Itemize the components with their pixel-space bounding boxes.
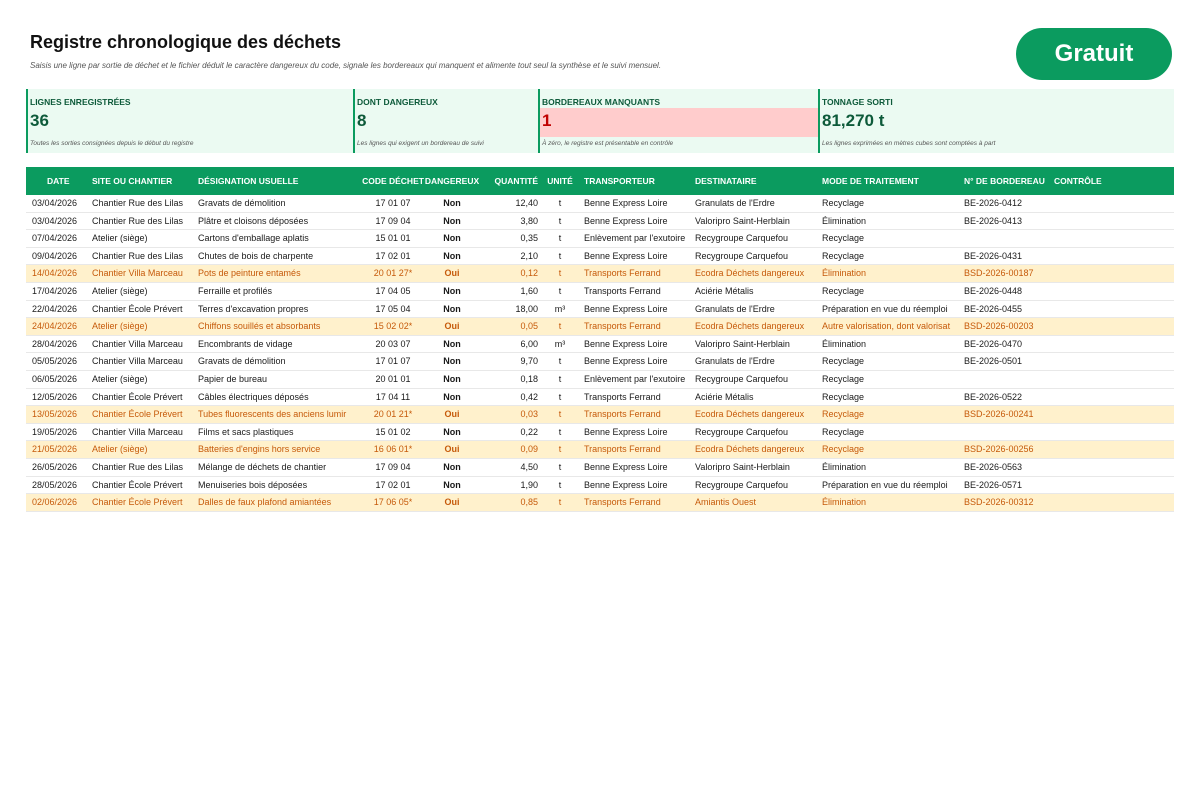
table-row[interactable]: [26, 494, 1174, 512]
cell-unit[interactable]: m³: [554, 338, 566, 349]
column-header-treatment-mode[interactable]: MODE DE TRAITEMENT: [822, 176, 919, 186]
cell-recipient[interactable]: Ecodra Déchets dangereux: [695, 444, 805, 455]
cell-waste-code[interactable]: 15 01 01: [375, 233, 411, 244]
cell-designation[interactable]: Menuiseries bois déposées: [198, 479, 308, 490]
cell-site[interactable]: Chantier École Prévert: [92, 391, 183, 402]
table-row[interactable]: [26, 213, 1174, 231]
cell-site[interactable]: Atelier (siège): [92, 373, 148, 384]
cell-unit[interactable]: t: [558, 198, 562, 208]
cell-unit[interactable]: t: [558, 215, 562, 226]
cell-hazardous[interactable]: Non: [443, 391, 461, 402]
cell-quantity[interactable]: 3,80: [520, 215, 538, 226]
cell-hazardous[interactable]: Non: [443, 198, 461, 208]
cell-carrier[interactable]: Benne Express Loire: [584, 426, 668, 437]
cell-date[interactable]: 07/04/2026: [32, 233, 78, 244]
cell-slip-number[interactable]: BE-2026-0413: [964, 215, 1023, 226]
column-header-slip-number[interactable]: N° DE BORDEREAU: [964, 176, 1045, 186]
cell-date[interactable]: 17/04/2026: [32, 285, 78, 296]
cell-designation[interactable]: Mélange de déchets de chantier: [198, 461, 327, 472]
cell-designation[interactable]: Ferraille et profilés: [198, 285, 273, 296]
cell-treatment-mode[interactable]: Recyclage: [822, 285, 865, 296]
cell-slip-number[interactable]: BE-2026-0448: [964, 285, 1023, 296]
cell-unit[interactable]: t: [558, 250, 562, 261]
cell-unit[interactable]: t: [558, 391, 562, 402]
cell-slip-number[interactable]: BSD-2026-00241: [964, 409, 1034, 420]
cell-waste-code[interactable]: 17 06 05*: [373, 497, 413, 508]
cell-waste-code[interactable]: 17 01 07: [375, 356, 411, 367]
table-row[interactable]: [26, 283, 1174, 301]
cell-treatment-mode[interactable]: Recyclage: [822, 233, 865, 244]
kpi-lines: [26, 89, 194, 153]
cell-site[interactable]: Chantier École Prévert: [92, 303, 183, 314]
cell-treatment-mode[interactable]: Recyclage: [822, 356, 865, 367]
cell-hazardous[interactable]: Non: [443, 215, 461, 226]
cell-unit[interactable]: t: [558, 373, 562, 384]
cell-hazardous[interactable]: Non: [443, 356, 461, 367]
cell-treatment-mode[interactable]: Préparation en vue du réemploi: [822, 303, 948, 314]
cell-designation[interactable]: Dalles de faux plafond amiantées: [198, 497, 332, 508]
cell-designation[interactable]: Pots de peinture entamés: [198, 268, 301, 279]
cell-waste-code[interactable]: 17 04 05: [375, 285, 411, 296]
cell-site[interactable]: Chantier Villa Marceau: [92, 356, 183, 367]
cell-date[interactable]: 12/05/2026: [32, 391, 78, 402]
cell-carrier[interactable]: Transports Ferrand: [584, 409, 661, 420]
cell-slip-number[interactable]: BE-2026-0501: [964, 356, 1023, 367]
cell-slip-number[interactable]: BE-2026-0470: [964, 338, 1023, 349]
table-row[interactable]: [26, 371, 1174, 389]
cell-quantity[interactable]: 0,42: [520, 391, 538, 402]
column-header-designation[interactable]: DÉSIGNATION USUELLE: [198, 176, 299, 186]
cell-recipient[interactable]: Recygroupe Carquefou: [695, 233, 789, 244]
cell-date[interactable]: 22/04/2026: [32, 303, 78, 314]
table-body: [26, 195, 1174, 512]
cell-treatment-mode[interactable]: Élimination: [822, 461, 867, 472]
cell-unit[interactable]: t: [558, 233, 562, 244]
cell-carrier[interactable]: Benne Express Loire: [584, 356, 668, 367]
cell-carrier[interactable]: Enlèvement par l'exutoire: [584, 373, 686, 384]
page-title: Registre chronologique des déchets: [30, 32, 342, 52]
cell-waste-code[interactable]: 16 06 01*: [373, 444, 413, 455]
kpi-note: Les lignes exprimées en mètres cubes sont comptées à part: [822, 140, 996, 147]
cell-waste-code[interactable]: 15 01 02: [375, 426, 411, 437]
cell-waste-code[interactable]: 17 04 11: [375, 391, 411, 402]
cell-site[interactable]: Atelier (siège): [92, 285, 148, 296]
cell-site[interactable]: Atelier (siège): [92, 233, 148, 244]
cell-unit[interactable]: t: [558, 409, 562, 420]
cell-recipient[interactable]: Valoripro Saint-Herblain: [695, 338, 790, 349]
cell-hazardous[interactable]: Non: [443, 479, 461, 490]
cell-slip-number[interactable]: BSD-2026-00203: [964, 321, 1034, 332]
kpi-value: 36: [30, 111, 49, 130]
cell-carrier[interactable]: Transports Ferrand: [584, 444, 661, 455]
cell-unit[interactable]: t: [558, 444, 562, 455]
cell-hazardous[interactable]: Non: [443, 250, 461, 261]
cell-hazardous[interactable]: Oui: [444, 268, 460, 279]
cell-treatment-mode[interactable]: Recyclage: [822, 409, 865, 420]
cell-date[interactable]: 03/04/2026: [32, 215, 78, 226]
cell-quantity[interactable]: 0,05: [520, 321, 538, 332]
cell-carrier[interactable]: Transports Ferrand: [584, 321, 661, 332]
cell-site[interactable]: Atelier (siège): [92, 444, 148, 455]
cell-site[interactable]: Chantier Rue des Lilas: [92, 461, 184, 472]
cell-treatment-mode[interactable]: Recyclage: [822, 373, 865, 384]
cell-slip-number[interactable]: BSD-2026-00187: [964, 268, 1034, 279]
cell-slip-number[interactable]: BE-2026-0455: [964, 303, 1023, 314]
cell-site[interactable]: Chantier École Prévert: [92, 479, 183, 490]
cell-quantity[interactable]: 0,09: [520, 444, 538, 455]
column-header-quantity[interactable]: QUANTITÉ: [494, 176, 538, 186]
kpi-value: 1: [542, 111, 552, 130]
cell-waste-code[interactable]: 17 09 04: [375, 215, 411, 226]
cell-site[interactable]: Chantier Rue des Lilas: [92, 198, 184, 208]
table-row[interactable]: [26, 353, 1174, 371]
kpi-tonnage: [818, 89, 996, 153]
cell-hazardous[interactable]: Oui: [444, 444, 460, 455]
cell-date[interactable]: 14/04/2026: [32, 268, 78, 279]
cell-treatment-mode[interactable]: Élimination: [822, 497, 867, 508]
cell-date[interactable]: 06/05/2026: [32, 373, 78, 384]
table-row[interactable]: [26, 459, 1174, 477]
cell-quantity[interactable]: 0,18: [520, 373, 538, 384]
cell-waste-code[interactable]: 17 05 04: [375, 303, 411, 314]
cell-slip-number[interactable]: BE-2026-0412: [964, 198, 1023, 208]
cell-recipient[interactable]: Amiantis Ouest: [695, 497, 757, 508]
column-header-date[interactable]: DATE: [47, 176, 70, 186]
cell-treatment-mode[interactable]: Élimination: [822, 268, 867, 279]
column-header-control[interactable]: CONTRÔLE: [1054, 176, 1102, 186]
cell-recipient[interactable]: Granulats de l'Erdre: [695, 198, 775, 208]
cell-quantity[interactable]: 9,70: [520, 356, 538, 367]
cell-slip-number[interactable]: BSD-2026-00312: [964, 497, 1034, 508]
cell-recipient[interactable]: Valoripro Saint-Herblain: [695, 461, 790, 472]
cell-recipient[interactable]: Recygroupe Carquefou: [695, 479, 789, 490]
column-header-carrier[interactable]: TRANSPORTEUR: [584, 176, 655, 186]
kpi-label: DONT DANGEREUX: [357, 97, 438, 107]
cell-recipient[interactable]: Valoripro Saint-Herblain: [695, 215, 790, 226]
cell-recipient[interactable]: Ecodra Déchets dangereux: [695, 268, 805, 279]
cell-designation[interactable]: Chutes de bois de charpente: [198, 250, 314, 261]
cell-designation[interactable]: Chiffons souillés et absorbants: [198, 321, 321, 332]
kpi-note: Toutes les sorties consignées depuis le début du registre: [30, 140, 194, 147]
cell-designation[interactable]: Gravats de démolition: [198, 198, 286, 208]
cell-quantity[interactable]: 6,00: [520, 338, 538, 349]
cell-quantity[interactable]: 1,60: [520, 285, 538, 296]
cell-date[interactable]: 02/06/2026: [32, 497, 78, 508]
cell-date[interactable]: 19/05/2026: [32, 426, 78, 437]
alert-highlight: [540, 108, 820, 137]
cell-site[interactable]: Chantier Rue des Lilas: [92, 250, 184, 261]
table-row[interactable]: [26, 424, 1174, 442]
cell-carrier[interactable]: Benne Express Loire: [584, 198, 668, 208]
cell-carrier[interactable]: Transports Ferrand: [584, 285, 661, 296]
table-header-row: [26, 167, 1174, 195]
cell-waste-code[interactable]: 20 01 01: [375, 373, 411, 384]
cell-unit[interactable]: t: [558, 479, 562, 490]
free-badge: Gratuit: [1016, 28, 1172, 80]
kpi-label: LIGNES ENREGISTRÉES: [30, 97, 131, 107]
cell-quantity[interactable]: 0,35: [520, 233, 538, 244]
kpi-missing-slips: [538, 89, 674, 153]
cell-hazardous[interactable]: Oui: [444, 321, 460, 332]
cell-date[interactable]: 26/05/2026: [32, 461, 78, 472]
cell-site[interactable]: Chantier École Prévert: [92, 409, 183, 420]
cell-treatment-mode[interactable]: Autre valorisation, dont valorisat: [822, 321, 951, 332]
cell-quantity[interactable]: 0,22: [520, 426, 538, 437]
kpi-note: Les lignes qui exigent un bordereau de suivi: [357, 140, 484, 147]
cell-waste-code[interactable]: 20 01 27*: [373, 268, 413, 279]
cell-slip-number[interactable]: BE-2026-0563: [964, 461, 1023, 472]
cell-carrier[interactable]: Transports Ferrand: [584, 391, 661, 402]
cell-site[interactable]: Atelier (siège): [92, 321, 148, 332]
kpi-value: 81,270 t: [822, 111, 885, 130]
cell-unit[interactable]: t: [558, 461, 562, 472]
cell-treatment-mode[interactable]: Recyclage: [822, 198, 865, 208]
cell-recipient[interactable]: Recygroupe Carquefou: [695, 250, 789, 261]
cell-carrier[interactable]: Benne Express Loire: [584, 303, 668, 314]
cell-hazardous[interactable]: Oui: [444, 497, 460, 508]
cell-date[interactable]: 13/05/2026: [32, 409, 78, 420]
table-row[interactable]: [26, 318, 1174, 336]
cell-date[interactable]: 03/04/2026: [32, 198, 78, 208]
cell-site[interactable]: Chantier Rue des Lilas: [92, 215, 184, 226]
table-row[interactable]: [26, 230, 1174, 248]
kpi-value: 8: [357, 111, 367, 130]
table-row[interactable]: [26, 195, 1174, 213]
table-row[interactable]: [26, 248, 1174, 266]
cell-hazardous[interactable]: Non: [443, 303, 461, 314]
kpi-label: TONNAGE SORTI: [822, 97, 893, 107]
cell-designation[interactable]: Terres d'excavation propres: [198, 303, 309, 314]
cell-quantity[interactable]: 1,90: [520, 479, 538, 490]
cell-waste-code[interactable]: 20 03 07: [375, 338, 411, 349]
cell-unit[interactable]: t: [558, 268, 562, 279]
cell-recipient[interactable]: Granulats de l'Erdre: [695, 303, 775, 314]
table-row[interactable]: [26, 265, 1174, 283]
cell-recipient[interactable]: Granulats de l'Erdre: [695, 356, 775, 367]
page-subtitle: Saisis une ligne par sortie de déchet et le fichier déduit le caractère dangereux du code, signale les bordereaux qui manquent et alimente tout seul la synthèse et le suivi mensuel.: [30, 61, 662, 70]
cell-hazardous[interactable]: Non: [443, 285, 461, 296]
cell-unit[interactable]: t: [558, 285, 562, 296]
cell-carrier[interactable]: Benne Express Loire: [584, 338, 668, 349]
cell-recipient[interactable]: Ecodra Déchets dangereux: [695, 409, 805, 420]
cell-treatment-mode[interactable]: Recyclage: [822, 391, 865, 402]
cell-site[interactable]: Chantier Villa Marceau: [92, 338, 183, 349]
cell-treatment-mode[interactable]: Recyclage: [822, 426, 865, 437]
cell-recipient[interactable]: Ecodra Déchets dangereux: [695, 321, 805, 332]
table-row[interactable]: [26, 336, 1174, 354]
cell-date[interactable]: 24/04/2026: [32, 321, 78, 332]
cell-unit[interactable]: t: [558, 497, 562, 508]
cell-slip-number[interactable]: BE-2026-0431: [964, 250, 1023, 261]
cell-treatment-mode[interactable]: Élimination: [822, 338, 867, 349]
cell-designation[interactable]: Papier de bureau: [198, 373, 268, 384]
cell-recipient[interactable]: Recygroupe Carquefou: [695, 373, 789, 384]
cell-date[interactable]: 28/05/2026: [32, 479, 78, 490]
cell-hazardous[interactable]: Non: [443, 338, 461, 349]
table-row[interactable]: [26, 389, 1174, 407]
cell-treatment-mode[interactable]: Recyclage: [822, 250, 865, 261]
cell-designation[interactable]: Encombrants de vidage: [198, 338, 293, 349]
cell-carrier[interactable]: Benne Express Loire: [584, 250, 668, 261]
kpi-note: À zéro, le registre est présentable en contrôle: [542, 140, 674, 147]
cell-quantity[interactable]: 0,85: [520, 497, 538, 508]
table-row[interactable]: [26, 477, 1174, 495]
cell-carrier[interactable]: Transports Ferrand: [584, 268, 661, 279]
cell-quantity[interactable]: 2,10: [520, 250, 538, 261]
cell-waste-code[interactable]: 17 09 04: [375, 461, 411, 472]
cell-recipient[interactable]: Aciérie Métalis: [695, 285, 754, 296]
waste-register-table: [26, 167, 1174, 512]
kpi-label: BORDEREAUX MANQUANTS: [542, 97, 661, 107]
cell-designation[interactable]: Batteries d'engins hors service: [198, 444, 321, 455]
cell-hazardous[interactable]: Non: [443, 426, 461, 437]
cell-slip-number[interactable]: BE-2026-0571: [964, 479, 1023, 490]
cell-date[interactable]: 21/05/2026: [32, 444, 78, 455]
cell-unit[interactable]: m³: [554, 303, 566, 314]
cell-date[interactable]: 05/05/2026: [32, 356, 78, 367]
column-header-hazardous[interactable]: DANGEREUX: [424, 176, 480, 186]
column-header-unit[interactable]: UNITÉ: [547, 176, 573, 186]
cell-waste-code[interactable]: 17 02 01: [375, 250, 411, 261]
kpi-hazardous: [353, 89, 484, 153]
cell-quantity[interactable]: 0,03: [520, 409, 538, 420]
cell-designation[interactable]: Tubes fluorescents des anciens lumir: [198, 409, 347, 420]
table-row[interactable]: [26, 406, 1174, 424]
cell-carrier[interactable]: Benne Express Loire: [584, 461, 668, 472]
cell-waste-code[interactable]: 17 02 01: [375, 479, 411, 490]
cell-unit[interactable]: t: [558, 426, 562, 437]
column-header-site[interactable]: SITE OU CHANTIER: [92, 176, 173, 186]
cell-unit[interactable]: t: [558, 321, 562, 332]
cell-site[interactable]: Chantier Villa Marceau: [92, 268, 183, 279]
cell-hazardous[interactable]: Non: [443, 233, 461, 244]
cell-designation[interactable]: Câbles électriques déposés: [198, 391, 309, 402]
column-header-waste-code[interactable]: CODE DÉCHET: [362, 176, 424, 186]
cell-carrier[interactable]: Benne Express Loire: [584, 479, 668, 490]
cell-recipient[interactable]: Recygroupe Carquefou: [695, 426, 789, 437]
cell-designation[interactable]: Plâtre et cloisons déposées: [198, 215, 309, 226]
kpi-band: [26, 89, 1174, 153]
cell-quantity[interactable]: 18,00: [515, 303, 538, 314]
cell-designation[interactable]: Gravats de démolition: [198, 356, 286, 367]
cell-site[interactable]: Chantier Villa Marceau: [92, 426, 183, 437]
cell-carrier[interactable]: Enlèvement par l'exutoire: [584, 233, 686, 244]
cell-carrier[interactable]: Transports Ferrand: [584, 497, 661, 508]
cell-waste-code[interactable]: 20 01 21*: [373, 409, 413, 420]
cell-quantity[interactable]: 4,50: [520, 461, 538, 472]
cell-recipient[interactable]: Aciérie Métalis: [695, 391, 754, 402]
cell-treatment-mode[interactable]: Recyclage: [822, 444, 865, 455]
cell-treatment-mode[interactable]: Élimination: [822, 215, 867, 226]
cell-slip-number[interactable]: BE-2026-0522: [964, 391, 1023, 402]
cell-hazardous[interactable]: Oui: [444, 409, 460, 420]
cell-quantity[interactable]: 0,12: [520, 268, 538, 279]
cell-designation[interactable]: Films et sacs plastiques: [198, 426, 294, 437]
table-row[interactable]: [26, 441, 1174, 459]
cell-hazardous[interactable]: Non: [443, 373, 461, 384]
column-header-recipient[interactable]: DESTINATAIRE: [695, 176, 757, 186]
cell-treatment-mode[interactable]: Préparation en vue du réemploi: [822, 479, 948, 490]
cell-waste-code[interactable]: 17 01 07: [375, 198, 411, 208]
cell-date[interactable]: 09/04/2026: [32, 250, 78, 261]
cell-site[interactable]: Chantier École Prévert: [92, 497, 183, 508]
cell-unit[interactable]: t: [558, 356, 562, 367]
table-row[interactable]: [26, 301, 1174, 319]
cell-waste-code[interactable]: 15 02 02*: [373, 321, 413, 332]
cell-slip-number[interactable]: BSD-2026-00256: [964, 444, 1034, 455]
cell-quantity[interactable]: 12,40: [515, 198, 538, 208]
cell-carrier[interactable]: Benne Express Loire: [584, 215, 668, 226]
cell-hazardous[interactable]: Non: [443, 461, 461, 472]
cell-date[interactable]: 28/04/2026: [32, 338, 78, 349]
cell-designation[interactable]: Cartons d'emballage aplatis: [198, 233, 309, 244]
